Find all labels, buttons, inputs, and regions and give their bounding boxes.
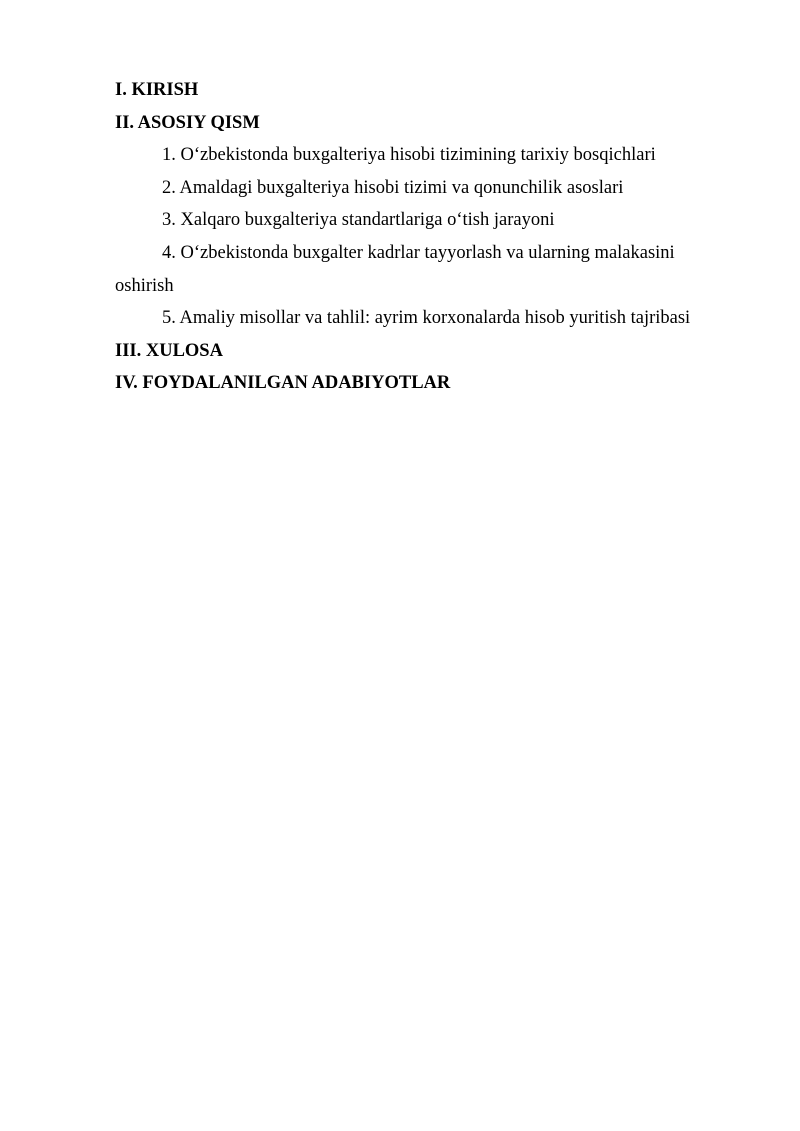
- section-heading-main: II. ASOSIY QISM: [115, 112, 260, 133]
- toc-item: 1. O‘zbekistonda buxgalteriya hisobi tizimining tarixiy bosqichlari: [162, 145, 656, 166]
- section-heading-references: IV. FOYDALANILGAN ADABIYOTLAR: [115, 373, 451, 394]
- toc-item: 2. Amaldagi buxgalteriya hisobi tizimi va qonunchilik asoslari: [162, 177, 624, 198]
- table-of-contents: [115, 74, 705, 400]
- toc-item: 4. O‘zbekistonda buxgalter kadrlar tayyorlash va ularning malakasini oshirish: [115, 242, 675, 296]
- section-heading-intro: I. KIRISH: [115, 80, 199, 100]
- toc-item: 3. Xalqaro buxgalteriya standartlariga o‘tish jarayoni: [162, 210, 555, 231]
- toc-item: 5. Amaliy misollar va tahlil: ayrim korxonalarda hisob yuritish tajribasi: [162, 308, 691, 329]
- section-heading-conclusion: III. XULOSA: [115, 340, 223, 361]
